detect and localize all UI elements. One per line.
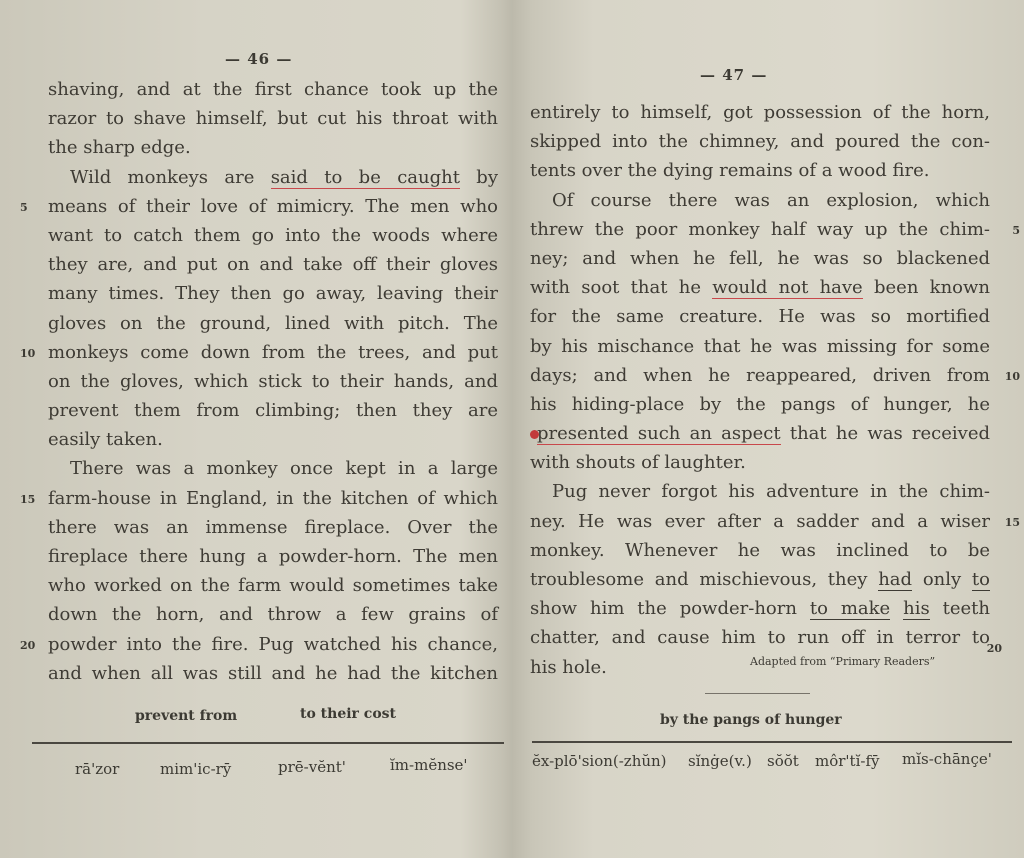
text-line: prevent them from climbing; then they are (48, 400, 498, 422)
text-line-underlined: with soot that he would not have been known (530, 277, 991, 299)
text-line: his hole. (530, 656, 607, 678)
vocab-razor: rā'zor (75, 760, 120, 778)
text-line: tents over the dying remains of a wood fire. (530, 160, 930, 182)
underline-to: to (971, 569, 990, 590)
text-line: on the gloves, which stick to their hands, and (48, 370, 498, 392)
red-underline-would-not-have: would not have (712, 277, 863, 299)
text-line: skipped into the chimney, and poured the con- (530, 131, 990, 153)
text-line: many times. They then go away, leaving their (48, 283, 498, 305)
text-line: Pug never forgot his adventure in the chim- (552, 481, 990, 503)
text-line: 5 means of their love of mimicry. The men who (48, 192, 498, 221)
text-line-underlined: show him the powder-horn to make his teeth (530, 598, 990, 620)
vocab-singe: sĭnġe(v.) (688, 752, 752, 770)
footer-rule (532, 741, 1012, 743)
short-rule (705, 693, 810, 694)
text-line: and when all was still and he had the kitchen (48, 662, 498, 684)
vocab-immense: ĭm-mĕnse' (390, 756, 468, 774)
line-number: 5 (1012, 223, 1020, 237)
underline-to-make: to make (809, 598, 891, 620)
line-number: 5 (20, 200, 28, 214)
phrase-to-their-cost: to their cost (300, 706, 397, 722)
text-line-underlined: Wild monkeys are said to be caught by (70, 166, 498, 188)
phrase-prevent-from: prevent from (135, 708, 238, 724)
text-line: There was a monkey once kept in a large (70, 458, 498, 480)
text-line: monkey. Whenever he was inclined to be (530, 539, 990, 561)
right-page (510, 0, 1024, 858)
line-number: 15 (20, 492, 36, 506)
text-line: 5 threw the poor monkey half way up the chim- (530, 215, 990, 244)
line-number: 20 (20, 638, 36, 652)
page-number-47: — 47 — (700, 66, 768, 84)
underline-had: had (878, 569, 913, 590)
text-line: with shouts of laughter. (530, 452, 746, 474)
text-line: 15 ney. He was ever after a sadder and a wiser (530, 507, 990, 536)
left-page (0, 0, 505, 858)
text-line: razor to shave himself, but cut his throat with (48, 108, 498, 130)
red-underline-presented-such-an-aspect: presented such an aspect (537, 423, 781, 445)
text-line: easily taken. (48, 429, 163, 451)
text-line: 10 monkeys come down from the trees, and put (48, 338, 498, 367)
text-line-underlined: troublesome and mischievous, they had only to (530, 569, 990, 590)
text-line: shaving, and at the first chance took up the (48, 79, 498, 100)
line-number: 10 (1004, 369, 1020, 383)
footer-rule (32, 742, 504, 744)
line-number: 15 (1004, 515, 1020, 529)
line-number: 10 (20, 346, 36, 360)
page-number-46: — 46 — (225, 50, 293, 68)
text-line: fireplace there hung a powder-horn. The men (48, 546, 498, 567)
line-number-20: 20 (986, 642, 1002, 655)
phrase-by-the-pangs-of-hunger: by the pangs of hunger (660, 712, 842, 728)
vocab-prevent: prē-vĕnt' (278, 758, 346, 776)
vocab-mischance: mĭs-chānçe' (902, 750, 992, 768)
text-line: by his mischance that he was missing for some (530, 335, 990, 357)
text-line: 20 powder into the fire. Pug watched his chance, (48, 630, 498, 659)
text-line: there was an immense fireplace. Over the (48, 516, 498, 538)
left-page-text (20, 75, 498, 688)
text-line: they are, and put on and take off their gloves (48, 254, 498, 276)
text-line: chatter, and cause him to run off in terror to (530, 627, 990, 649)
text-line: gloves on the ground, lined with pitch. The (48, 312, 498, 334)
text-line: entirely to himself, got possession of the horn, (530, 102, 990, 123)
text-line: who worked on the farm would sometimes take (48, 575, 498, 597)
text-line: 15 farm-house in England, in the kitchen of which (48, 484, 498, 513)
text-line: Of course there was an explosion, which (552, 189, 990, 211)
red-underline-said-to-be-caught: said to be caught (270, 166, 460, 188)
vocab-explosion: ĕx-plō'sion(-zhŭn) (532, 752, 667, 770)
text-line: down the horn, and throw a few grains of (48, 604, 498, 626)
attribution: Adapted from “Primary Readers” (750, 655, 936, 668)
vocab-soot: sŏŏt (767, 752, 799, 770)
text-line-underlined: presented such an aspect that he was received (530, 419, 990, 448)
text-line: for the same creature. He was so mortified (530, 306, 990, 328)
underline-his: his (903, 598, 930, 620)
text-line: his hiding-place by the pangs of hunger, he (530, 393, 990, 415)
text-line: the sharp edge. (48, 137, 191, 159)
text-line: ney; and when he fell, he was so blackened (530, 247, 990, 269)
text-line: want to catch them go into the woods where (48, 224, 498, 246)
vocab-mortify: môr'tĭ-fȳ (815, 752, 880, 770)
text-line: 10 days; and when he reappeared, driven from (530, 361, 990, 390)
vocab-mimicry: mim'ic-rȳ (160, 760, 232, 778)
